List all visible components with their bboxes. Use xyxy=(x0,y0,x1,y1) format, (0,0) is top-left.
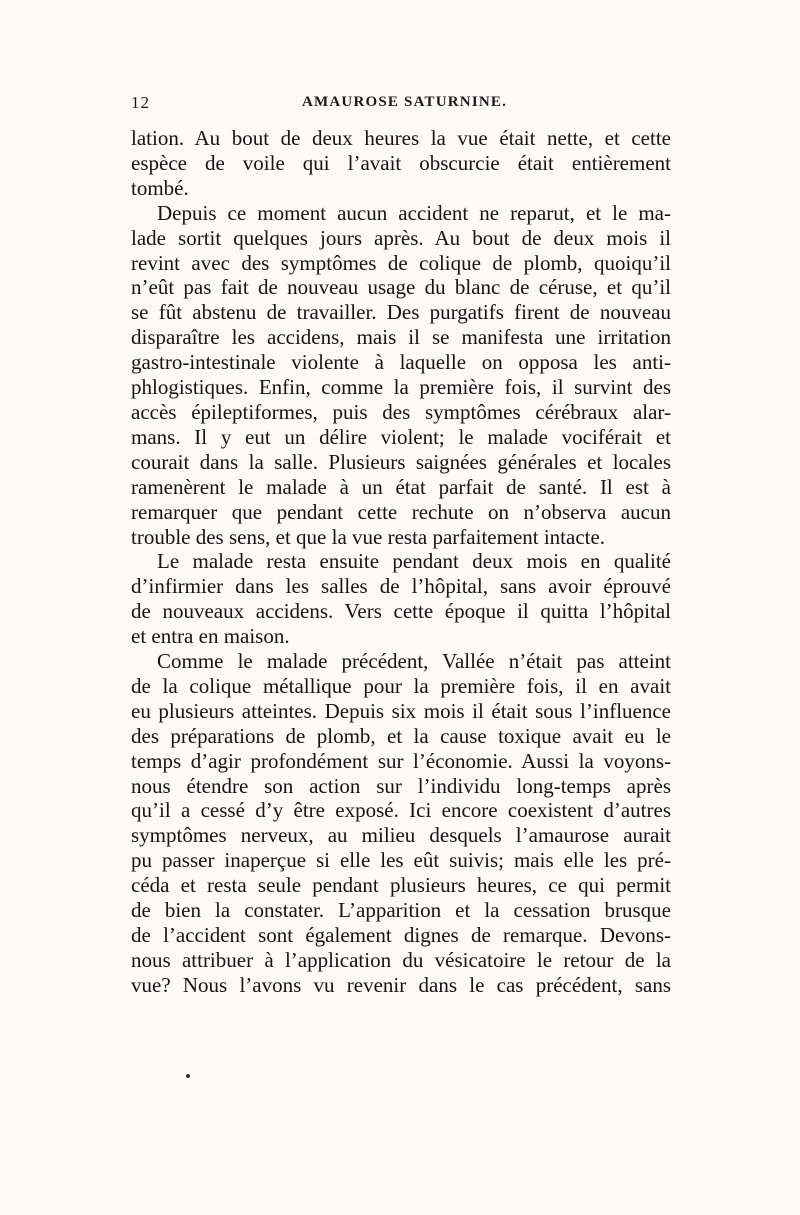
text-line: des préparations de plomb, et la cause toxique avait eu le xyxy=(131,723,671,748)
text-line: de bien la constater. L’apparition et la cessation brusque xyxy=(131,898,671,923)
text-line: eu plusieurs atteintes. Depuis six mois il était sous l’influence xyxy=(131,698,671,723)
text-line: remarquer que pendant cette rechute on n’observa aucun xyxy=(131,499,671,524)
printer-dot-mark xyxy=(186,1074,190,1078)
text-line: ramenèrent le malade à un état parfait de santé. Il est à xyxy=(131,474,671,499)
text-line: de la colique métallique pour la première fois, il en avait xyxy=(131,673,671,698)
text-line: qu’il a cessé d’y être exposé. Ici encore coexistent d’autres xyxy=(131,798,671,823)
text-line: et entra en maison. xyxy=(131,624,290,649)
page-number: 12 xyxy=(131,93,150,112)
text-line: vue? Nous l’avons vu revenir dans le cas précédent, sans xyxy=(131,972,671,997)
text-line: disparaître les accidens, mais il se manifesta une irritation xyxy=(131,325,671,350)
text-line: de nouveaux accidens. Vers cette époque il quitta l’hôpital xyxy=(131,599,671,624)
text-line: lation. Au bout de deux heures la vue était nette, et cette xyxy=(131,126,671,150)
text-line: courait dans la salle. Plusieurs saignées générales et locales xyxy=(131,449,671,474)
text-line: tombé. xyxy=(131,175,189,200)
running-head xyxy=(131,93,671,117)
text-line: de l’accident sont également dignes de remarque. Devons- xyxy=(131,923,671,947)
text-line: d’infirmier dans les salles de l’hôpital, sans avoir éprouvé xyxy=(131,574,671,599)
paragraph-4 xyxy=(131,649,671,998)
running-title: AMAUROSE SATURNINE. xyxy=(302,94,508,110)
text-line: pu passer inaperçue si elle les eût suivis; mais elle les pré- xyxy=(131,848,671,873)
text-line: trouble des sens, et que la vue resta parfaitement intacte. xyxy=(131,524,606,549)
text-line: symptômes nerveux, au milieu desquels l’amaurose aurait xyxy=(131,823,671,848)
text-line: espèce de voile qui l’avait obscurcie était entièrement xyxy=(131,150,671,175)
text-line: se fût abstenu de travailler. Des purgatifs firent de nouveau xyxy=(131,300,671,325)
text-line: mans. Il y eut un délire violent; le malade vociférait et xyxy=(131,424,671,449)
text-line: accès épileptiformes, puis des symptômes cérébraux alar- xyxy=(131,399,671,424)
text-line: n’eût pas fait de nouveau usage du blanc de céruse, et qu’il xyxy=(131,275,671,300)
text-line: Le malade resta ensuite pendant deux mois en qualité xyxy=(157,549,671,574)
text-line: temps d’agir profondément sur l’économie. Aussi la voyons- xyxy=(131,748,671,773)
text-line: phlogistiques. Enfin, comme la première fois, il survint des xyxy=(131,375,671,400)
paragraph-2 xyxy=(131,201,671,550)
paragraph-3 xyxy=(131,549,671,649)
text-line: lade sortit quelques jours après. Au bout de deux mois il xyxy=(131,225,671,250)
body-text xyxy=(131,126,671,998)
text-line: nous attribuer à l’application du vésicatoire le retour de la xyxy=(131,947,671,972)
text-line: revint avec des symptômes de colique de plomb, quoiqu’il xyxy=(131,250,671,275)
text-line: nous étendre son action sur l’individu long-temps après xyxy=(131,773,671,798)
text-line: Depuis ce moment aucun accident ne reparut, et le ma- xyxy=(157,200,671,225)
text-line: gastro-intestinale violente à laquelle on opposa les anti- xyxy=(131,350,671,375)
paragraph-1 xyxy=(131,126,671,201)
text-line: Comme le malade précédent, Vallée n’était pas atteint xyxy=(157,649,671,674)
text-line: céda et resta seule pendant plusieurs heures, ce qui permit xyxy=(131,873,671,898)
